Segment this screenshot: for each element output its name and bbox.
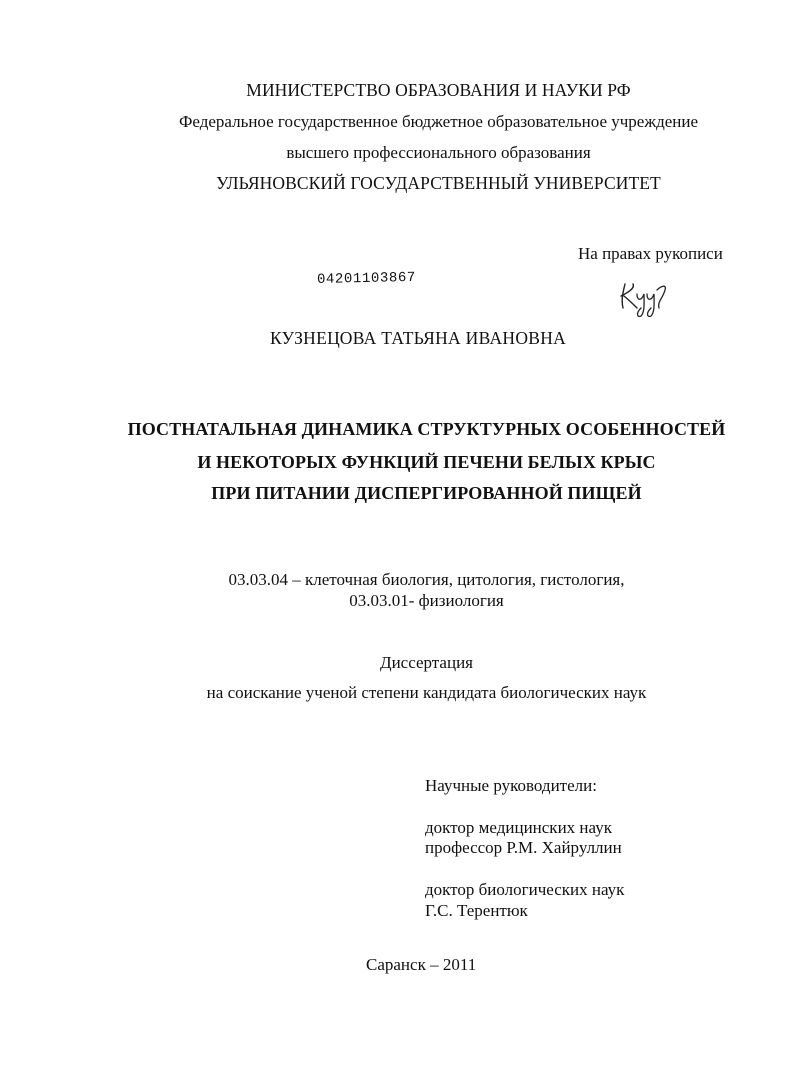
degree-purpose: на соискание ученой степени кандидата биологических наук — [206, 683, 647, 702]
specialty-line-2: 03.03.01- физиология — [349, 591, 504, 610]
manuscript-rights-note: На правах рукописи — [578, 244, 723, 263]
place-and-year: Саранск – 2011 — [366, 955, 477, 974]
supervisor-1-degree: доктор медицинских наук — [425, 818, 612, 837]
handwritten-signature — [617, 278, 673, 318]
ministry-name: МИНИСТЕРСТВО ОБРАЗОВАНИЯ И НАУКИ РФ — [246, 80, 631, 100]
supervisors-heading: Научные руководители: — [425, 776, 597, 795]
dissertation-title-line-2: И НЕКОТОРЫХ ФУНКЦИЙ ПЕЧЕНИ БЕЛЫХ КРЫС — [197, 452, 656, 472]
institution-line-2: высшего профессионального образования — [286, 143, 591, 162]
supervisor-2-name: Г.С. Терентюк — [425, 901, 528, 920]
specialty-line-1: 03.03.04 – клеточная биология, цитология, гистология, — [228, 570, 625, 589]
document-type: Диссертация — [379, 653, 473, 672]
registration-stamp-number: 04201103867 — [316, 269, 417, 288]
dissertation-title-line-1: ПОСТНАТАЛЬНАЯ ДИНАМИКА СТРУКТУРНЫХ ОСОБЕННОСТЕЙ — [127, 419, 726, 439]
dissertation-title-line-3: ПРИ ПИТАНИИ ДИСПЕРГИРОВАННОЙ ПИЩЕЙ — [211, 483, 642, 503]
supervisor-1-name: профессор Р.М. Хайруллин — [425, 838, 622, 857]
institution-line-1: Федеральное государственное бюджетное образовательное учреждение — [178, 112, 699, 131]
supervisor-2-degree: доктор биологических наук — [425, 880, 625, 899]
author-name: КУЗНЕЦОВА ТАТЬЯНА ИВАНОВНА — [270, 328, 567, 348]
university-name: УЛЬЯНОВСКИЙ ГОСУДАРСТВЕННЫЙ УНИВЕРСИТЕТ — [216, 173, 661, 193]
